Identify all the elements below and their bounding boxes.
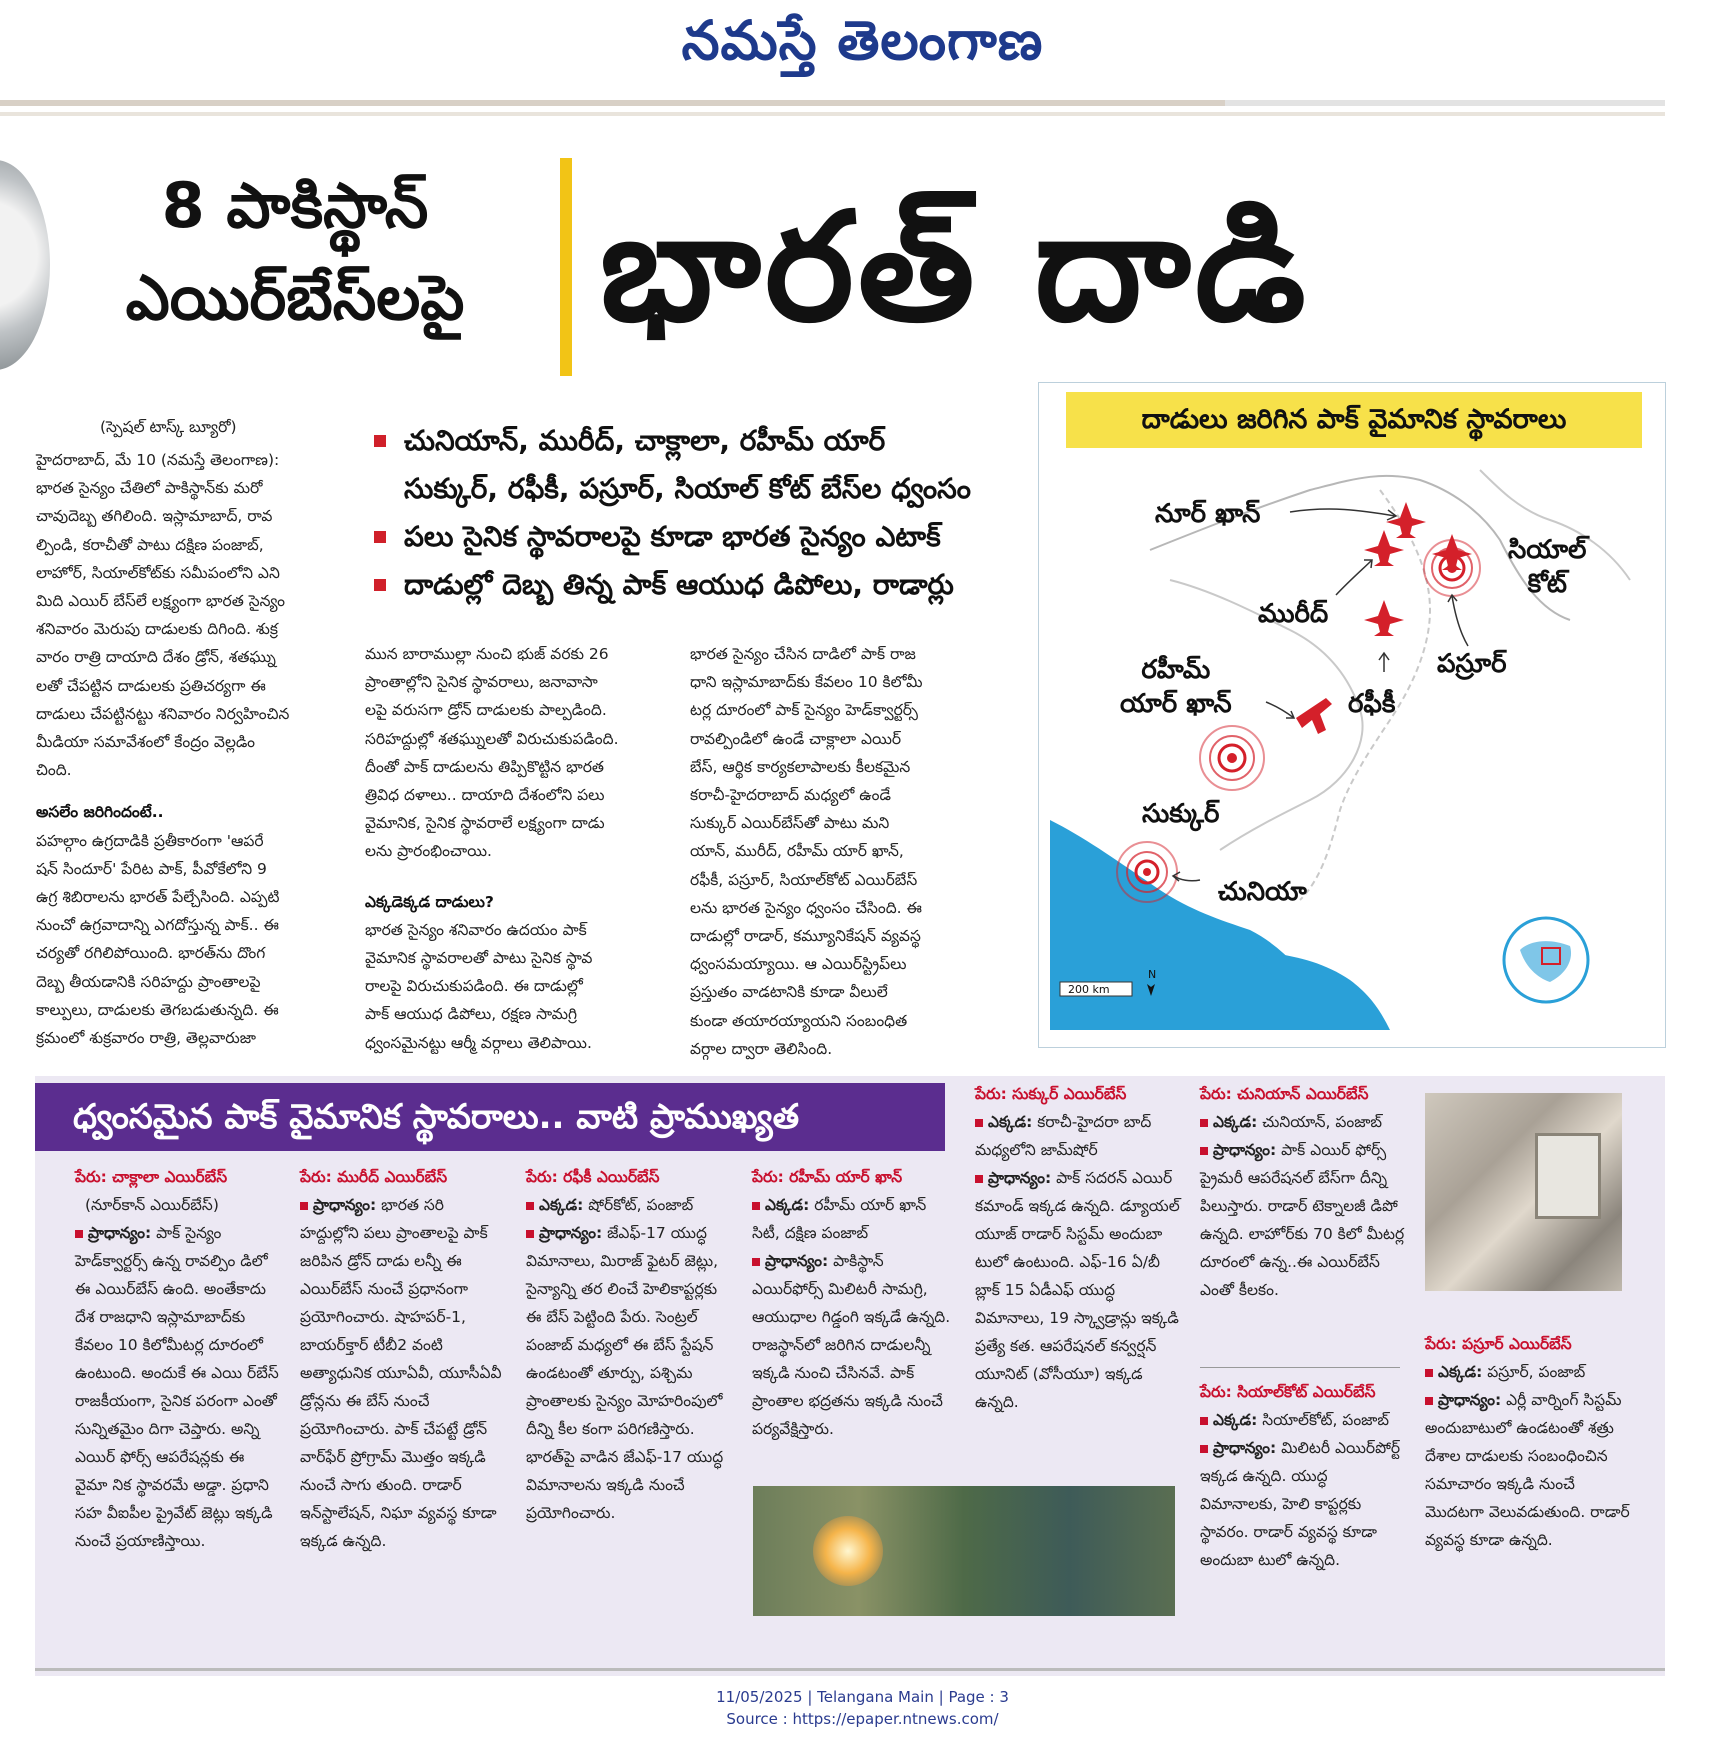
bullet-square-icon: [1425, 1397, 1433, 1405]
base-importance: మిలిటరీ ఎయిర్‌పోర్ట్ ఇక్కడ ఉన్నది. యుద్ధ విమానాలకు, హెలి కాప్టర్లకు స్థావరం. రాడార్ వ్యవస్థ కూడా అందుబా టులో ఉన్నది.: [1200, 1439, 1401, 1569]
headline-kicker-line1: 8 పాకిస్థాన్: [161, 169, 429, 242]
jet-icon: [1432, 534, 1472, 570]
bullet-square-icon: [374, 435, 386, 447]
base-card-sukkur: పేరు: సుక్కుర్ ఎయిర్‌బేస్ ఎక్కడ: కరాచీ-హైదరా బాద్ మధ్యలోని జామ్‌షోర్ ప్రాధాన్యం: పాక్ సదరన్ ఎయిర్ కమాండ్ ఇక్కడ ఉన్నది. డ్యూయల్ యూజ్ రాడార్ సిస్టమ్ అందుబా టులో ఉంటుంది. ఎఫ్-16 ఏ/బీ బ్లాక్ 15 ఏడీఎఫ్ యుద్ధ విమానాలు, 19 స్క్వాడ్రాన్లు ఇక్కడి ప్రత్యే కత. ఆపరేషనల్ కన్వర్షన్ యూనిట్ (వోసీయూ) ఇక్కడ ఉన్నది.: [975, 1080, 1180, 1416]
text-line: షన్ సిందూర్' పేరిట పాక్, పీవోకేలోని 9: [36, 859, 267, 878]
byline: (స్పెషల్ టాస్క్ బ్యూరో): [100, 418, 237, 436]
bullet-square-icon: [374, 579, 386, 591]
map-title: దాడులు జరిగిన పాక్ వైమానిక స్థావరాలు: [1066, 392, 1642, 448]
text-line: రావల్పిండిలో ఉండే చాక్లాలా ఎయిర్: [690, 729, 902, 748]
bullet-item: పలు సైనిక స్థావరాలపై కూడా భారత సైన్యం ఎటాక్: [370, 516, 1010, 558]
page-footer-source: Source : https://epaper.ntnews.com/: [726, 1710, 999, 1728]
bullet-square-icon: [1200, 1119, 1208, 1127]
base-card-rafiqui: పేరు: రఫీకీ ఎయిర్‌బేస్ ఎక్కడ: షోర్‌కోట్, పంజాబ్ ప్రాధాన్యం: జేఎఫ్-17 యుద్ధ విమానాలు, మిరాజ్ ఫైటర్ జెట్లు, సైన్యాన్ని తర లించే హెలికాప్టర్లకు ఈ బేస్ పెట్టింది పేరు. సెంట్రల్ పంజాబ్ మధ్యలో ఈ బేస్ స్టేషన్ ఉండటంతో తూర్పు, పశ్చిమ ప్రాంతాలకు సైన్యం మోహరింపులో దీన్ని కీల కంగా పరిగణిస్తారు. భారత్‌పై వాడిన జేఎఫ్-17 యుద్ధ విమానాలను ఇక్కడి నుంచే ప్రయోగించారు.: [526, 1163, 731, 1527]
explosion-photo: [753, 1486, 1175, 1616]
text-line: మిది ఎయిర్ బేస్‌లే లక్ష్యంగా భారత సైన్యం: [36, 592, 285, 611]
target-rahim-yar-khan: [1200, 726, 1264, 790]
map-label-noor-khan: నూర్ ఖాన్: [1155, 499, 1261, 529]
text-line: నుంచో ఉగ్రవాదాన్ని ఎగదోస్తున్న పాక్.. ఈ: [36, 916, 279, 935]
article-text: [36, 446, 336, 784]
bullet-square-icon: [1425, 1369, 1433, 1377]
newspaper-logo: నమస్తే తెలంగాణ: [681, 8, 1044, 72]
base-name: పేరు: చునియాన్ ఎయిర్‌బేస్: [1200, 1085, 1369, 1103]
map-label-murid: మురీద్: [1258, 599, 1329, 629]
base-name: పేరు: రహీమ్ యార్ ఖాన్: [752, 1168, 903, 1186]
base-importance: జేఎఫ్-17 యుద్ధ విమానాలు, మిరాజ్ ఫైటర్ జెట్లు, సైన్యాన్ని తర లించే హెలికాప్టర్లకు ఈ బేస్ పెట్టింది పేరు. సెంట్రల్ పంజాబ్ మధ్యలో ఈ బేస్ స్టేషన్ ఉండటంతో తూర్పు, పశ్చిమ ప్రాంతాలకు సైన్యం మోహరింపులో దీన్ని కీల కంగా పరిగణిస్తారు. భారత్‌పై వాడిన జేఎఫ్-17 యుద్ధ విమానాలను ఇక్కడి నుంచే ప్రయోగించారు.: [526, 1224, 724, 1522]
base-name: పేరు: రఫీకీ ఎయిర్‌బేస్: [526, 1168, 660, 1186]
bullet-square-icon: [75, 1230, 83, 1238]
text-line: శనివారం మెరుపు దాడులకు దిగింది. శుక్ర: [36, 620, 278, 639]
text-line: లాహోర్, సియాల్‌కోట్‌కు సమీపంలోని ఎని: [36, 563, 280, 582]
base-importance: పాక్ ఎయిర్ ఫోర్స్ ప్రైమరీ ఆపరేషనల్ బేస్‌గా దీన్ని పిలుస్తారు. రాడార్ టెక్నాలజీ డిపో ఉన్నది. లాహోర్‌కు 70 కిలో మీటర్ల దూరంలో ఉన్న..ఈ ఎయిర్‌బేస్ ఎంతో కీలకం.: [1200, 1141, 1405, 1299]
bullet-square-icon: [975, 1119, 983, 1127]
article-column-3: [690, 640, 990, 1063]
text-line: మున బారాముల్లా నుంచి భుజ్ వరకు 26: [365, 645, 609, 663]
text-line: పహల్గాం ఉగ్రదాడికి ప్రతీకారంగా 'ఆపరే: [36, 831, 264, 850]
text-line: ప్రస్తుతం వాడటానికి కూడా వీలులే: [690, 983, 888, 1002]
text-line: క్రమంలో శుక్రవారం రాత్రి, తెల్లవారుజా: [36, 1029, 256, 1048]
masthead-rule-thin: [0, 112, 1665, 116]
article-text: [365, 640, 665, 866]
text-line: ల్పిండి, కరాచీతో పాటు దక్షిణ పంజాబ్,: [36, 535, 264, 554]
article-text: [690, 640, 990, 1063]
base-location: చునియాన్, పంజాబ్: [1262, 1113, 1383, 1131]
text-line: రాలపై విరుచుకుపడింది. ఈ దాడుల్లో: [365, 977, 583, 996]
base-importance: ఎర్లీ వార్నింగ్ సిస్టమ్ అందుబాటులో ఉండటంతో శత్రు దేశాల దాడులకు సంబంధించిన సమాచారం ఇక్కడి నుంచే మొదటగా వెలువడుతుంది. రాడార్ వ్యవస్థ కూడా ఉన్నది.: [1425, 1391, 1630, 1549]
text-line: లను భారత సైన్యం ధ్వంసం చేసింది. ఈ: [690, 898, 922, 917]
map-label-sukkur: సుక్కుర్: [1142, 799, 1220, 829]
base-card-chaklala: పేరు: చాక్లాలా ఎయిర్‌బేస్ (నూర్‌కాన్ ఎయిర్‌బేస్) ప్రాధాన్యం: పాక్ సైన్యం హెడ్‌క్వార్టర్స్ ఉన్న రావల్పిం డిలో ఈ ఎయిర్‌బేస్ ఉంది. అంతేకాదు దేశ రాజధాని ఇస్లామాబాద్‌కు కేవలం 10 కిలోమీటర్ల దూరంలో ఉంటుంది. అందుకే ఈ ఎయి ర్‌బేస్ రాజకీయంగా, సైనిక పరంగా ఎంతో సున్నితమైం దిగా చెప్తారు. అన్ని ఎయిర్ ఫోర్స్ ఆపరేషన్లకు ఈ వైమా నిక స్థావరమే అడ్డా. ప్రధాని సహ వీఐపీల ప్రైవేట్ జెట్లు ఇక్కడి నుంచే ప్రయాణిస్తాయి.: [75, 1163, 280, 1555]
base-importance: పాక్ సైన్యం హెడ్‌క్వార్టర్స్ ఉన్న రావల్పిం డిలో ఈ ఎయిర్‌బేస్ ఉంది. అంతేకాదు దేశ రాజధాని ఇస్లామాబాద్‌కు కేవలం 10 కిలోమీటర్ల దూరంలో ఉంటుంది. అందుకే ఈ ఎయి ర్‌బేస్ రాజకీయంగా, సైనిక పరంగా ఎంతో సున్నితమైం దిగా చెప్తారు. అన్ని ఎయిర్ ఫోర్స్ ఆపరేషన్లకు ఈ వైమా నిక స్థావరమే అడ్డా. ప్రధాని సహ వీఐపీల ప్రైవేట్ జెట్లు ఇక్కడి నుంచే ప్రయాణిస్తాయి.: [75, 1224, 279, 1550]
bullet-square-icon: [374, 531, 386, 543]
text-line: భారత సైన్యం చేసిన దాడిలో పాక్ రాజ: [690, 645, 916, 663]
subheading: అసలేం జరిగిందంటే..: [36, 803, 164, 822]
text-line: భారత సైన్యం చేతిలో పాకిస్థాన్‌కు మరో: [36, 479, 263, 498]
text-line: ప్రాంతాల్లోని సైనిక స్థావరాలు, జనావాసా: [365, 673, 598, 692]
divider: [1200, 1367, 1400, 1368]
masthead: [0, 0, 1725, 100]
base-card-sialkot: పేరు: సియాల్‌కోట్ ఎయిర్‌బేస్ ఎక్కడ: సియాల్‌కోట్, పంజాబ్ ప్రాధాన్యం: మిలిటరీ ఎయిర్‌పోర్ట్ ఇక్కడ ఉన్నది. యుద్ధ విమానాలకు, హెలి కాప్టర్లకు స్థావరం. రాడార్ వ్యవస్థ కూడా అందుబా టులో ఉన్నది.: [1200, 1378, 1405, 1574]
text-line: ఉగ్ర శిబిరాలను భారత్ పేల్చేసింది. ఎప్పటి: [36, 888, 280, 907]
globe-inset-icon: [1504, 918, 1588, 1002]
text-line: బేస్, ఆర్థిక కార్యకలాపాలకు కీలకమైన: [690, 757, 911, 776]
base-location: సియాల్‌కోట్, పంజాబ్: [1262, 1411, 1390, 1429]
page-footer-info: 11/05/2025 | Telangana Main | Page : 3: [716, 1688, 1009, 1706]
map-label-chunian: చునియా: [1218, 877, 1307, 907]
main-headline: భారత్ దాడి: [600, 181, 1310, 355]
bullet-item: చునియాన్, మురీద్, చాక్లాలా, రహీమ్ యార్: [370, 420, 1010, 462]
text-line: వైమానిక స్థావరాలతో పాటు సైనిక స్థావ: [365, 949, 593, 968]
text-line: చింది.: [36, 761, 72, 780]
map-label-pasrur: పస్రూర్: [1437, 649, 1507, 679]
article-text: [365, 916, 665, 1057]
text-line: దాడులు చేపట్టినట్టు శనివారం నిర్వహించిన: [36, 704, 290, 723]
text-line: కాల్పులు, దాడులకు తెగబడుతున్నది. ఈ: [36, 1000, 279, 1019]
headline-kicker: [40, 160, 550, 344]
bullet-square-icon: [526, 1230, 534, 1238]
headline-divider: [560, 158, 572, 376]
bullet-square-icon: [526, 1202, 534, 1210]
north-label: N: [1148, 968, 1157, 981]
text-line: టర్ల దూరంలో పాక్ సైన్యం హెడ్‌క్వార్టర్స్: [690, 701, 918, 720]
soldier-icon: [1296, 698, 1332, 734]
text-line: చర్యతో రగిలిపోయింది. భారత్‌ను దొంగ: [36, 944, 266, 963]
target-chunian: [1117, 842, 1177, 902]
bullet-square-icon: [300, 1202, 308, 1210]
base-name: పేరు: సుక్కుర్ ఎయిర్‌బేస్: [975, 1085, 1127, 1103]
text-line: చావుదెబ్బ తగిలింది. ఇస్లామాబాద్, రావ: [36, 507, 273, 526]
map-label-sialkot: సియాల్ కోట్: [1508, 535, 1587, 599]
text-line: మీడియా సమావేశంలో కేంద్రం వెల్లడిం: [36, 733, 256, 752]
article-text: [36, 827, 336, 1053]
page-rule: [35, 1668, 1665, 1671]
text-line: కుండా తయారయ్యాయని సంబంధిత: [690, 1011, 908, 1030]
base-location: షోర్‌కోట్, పంజాబ్: [588, 1196, 694, 1214]
bullet-square-icon: [752, 1202, 760, 1210]
text-line: వర్గాల ద్వారా తెలిసింది.: [690, 1039, 833, 1058]
base-name: పేరు: పస్రూర్ ఎయిర్‌బేస్: [1425, 1335, 1572, 1353]
base-importance: పాకిస్థాన్ ఎయిర్‌ఫోర్స్ మిలిటరీ సామగ్రి, ఆయుధాల గిడ్డంగి ఇక్కడే ఉన్నది. రాజస్థాన్‌లో జరిగిన దాడులన్నీ ఇక్కడి నుంచి చేసినవే. పాక్ ప్రాంతాల భద్రతను ఇక్కడి నుంచే పర్యవేక్షిస్తారు.: [752, 1252, 951, 1438]
base-importance: భారత సరి హద్దుల్లోని పలు ప్రాంతాలపై పాక్ జరిపిన డ్రోన్ దాడు లన్నీ ఈ ఎయిర్‌బేస్ నుంచే ప్రధానంగా ప్రయోగించారు. షాహపర్-1, బాయర్‌క్తార్ టీబీ2 వంటి అత్యాధునిక యూఏవీ, యూసీఏవీ డ్రోన్లను ఈ బేస్ నుంచే ప్రయోగించారు. పాక్ చేపట్టే డ్రోన్ వార్‌ఫేర్ ప్రోగ్రామ్ మొత్తం ఇక్కడి నుంచే సాగు తుంది. రాడార్ ఇన్‌స్టాలేషన్, నిఘా వ్యవస్థ కూడా ఇక్కడ ఉన్నది.: [300, 1196, 502, 1550]
bullet-square-icon: [975, 1175, 983, 1183]
map-label-rafiqui: రఫీకీ: [1348, 689, 1396, 719]
base-name: పేరు: సియాల్‌కోట్ ఎయిర్‌బేస్: [1200, 1383, 1376, 1401]
text-line: ధ్వంసమయ్యాయి. ఆ ఎయిర్‌స్ట్రిప్‌లు: [690, 955, 907, 974]
text-line: దెబ్బ తీయడానికి సరిహద్దు ప్రాంతాలపై: [36, 972, 261, 991]
base-name: పేరు: మురీద్ ఎయిర్‌బేస్: [300, 1168, 448, 1186]
map-label-rahim-yar-khan: రహీమ్ యార్ ఖాన్: [1120, 655, 1232, 719]
damaged-building-photo: [1425, 1093, 1622, 1291]
text-line: లతో చేపట్టిన దాడులకు ప్రతిచర్యగా ఈ: [36, 676, 266, 695]
text-line: సుక్కుర్ ఎయిర్‌బేస్‌తో పాటు మని: [690, 814, 890, 833]
text-line: దాడుల్లో రాడార్, కమ్యూనికేషన్ వ్యవస్థ: [690, 927, 921, 946]
base-card-chunian: పేరు: చునియాన్ ఎయిర్‌బేస్ ఎక్కడ: చునియాన్, పంజాబ్ ప్రాధాన్యం: పాక్ ఎయిర్ ఫోర్స్ ప్రైమరీ ఆపరేషనల్ బేస్‌గా దీన్ని పిలుస్తారు. రాడార్ టెక్నాలజీ డిపో ఉన్నది. లాహోర్‌కు 70 కిలో మీటర్ల దూరంలో ఉన్న..ఈ ఎయిర్‌బేస్ ఎంతో కీలకం.: [1200, 1080, 1405, 1304]
explainer-title: ధ్వంసమైన పాక్ వైమానిక స్థావరాలు.. వాటి ప్రాముఖ్యత: [35, 1083, 945, 1151]
highlight-bullets: [370, 420, 1010, 612]
masthead-rule-right: [1225, 100, 1665, 106]
bullet-square-icon: [1200, 1445, 1208, 1453]
text-line: భారత సైన్యం శనివారం ఉదయం పాక్: [365, 920, 587, 939]
base-location: రహీమ్ యార్ ఖాన్ సిటీ, దక్షిణ పంజాబ్: [752, 1196, 927, 1242]
scale-label: 200 km: [1068, 983, 1110, 996]
bullet-item: దాడుల్లో దెబ్బ తిన్న పాక్ ఆయుధ డిపోలు, రాడార్లు: [370, 564, 1010, 606]
bullet-square-icon: [752, 1258, 760, 1266]
text-line: త్రివిధ దళాలు.. దాయాది దేశంలోని పలు: [365, 786, 605, 805]
text-line: ధ్వంసమైనట్టు ఆర్మీ వర్గాలు తెలిపాయి.: [365, 1033, 592, 1052]
text-line: యాన్, మురీద్, రహీమ్ యార్ ఖాన్,: [690, 842, 904, 861]
text-line: వారం రాత్రి దాయాది దేశం డ్రోన్, శతఘ్ను: [36, 648, 276, 667]
text-line: కరాచీ-హైదరాబాద్ మధ్యలో ఉండే: [690, 786, 891, 805]
jet-icon: [1364, 600, 1404, 636]
text-line: హైదరాబాద్, మే 10 (నమస్తే తెలంగాణ):: [36, 451, 280, 469]
text-line: ధాని ఇస్లామాబాద్‌కు కేవలం 10 కిలోమీ: [690, 673, 923, 692]
text-line: దీంతో పాక్ దాడులను తిప్పికొట్టిన భారత: [365, 757, 604, 776]
base-location: కరాచీ-హైదరా బాద్ మధ్యలోని జామ్‌షోర్: [975, 1113, 1152, 1159]
headline-kicker-line2: ఎయిర్‌బేస్‌లపై: [125, 261, 465, 334]
base-card-rahim-yar-khan: పేరు: రహీమ్ యార్ ఖాన్ ఎక్కడ: రహీమ్ యార్ ఖాన్ సిటీ, దక్షిణ పంజాబ్ ప్రాధాన్యం: పాకిస్థాన్ ఎయిర్‌ఫోర్స్ మిలిటరీ సామగ్రి, ఆయుధాల గిడ్డంగి ఇక్కడే ఉన్నది. రాజస్థాన్‌లో జరిగిన దాడులన్నీ ఇక్కడి నుంచి చేసినవే. పాక్ ప్రాంతాల భద్రతను ఇక్కడి నుంచే పర్యవేక్షిస్తారు.: [752, 1163, 957, 1443]
base-name: పేరు: చాక్లాలా ఎయిర్‌బేస్: [75, 1168, 228, 1186]
text-line: పాక్ ఆయుధ డిపోలు, రక్షణ సామగ్రి: [365, 1005, 578, 1024]
base-location: పస్రూర్, పంజాబ్: [1487, 1363, 1586, 1381]
bullet-square-icon: [1200, 1417, 1208, 1425]
text-line: వైమానిక, సైనిక స్థావరాలే లక్ష్యంగా దాడు: [365, 814, 605, 833]
base-importance: పాక్ సదరన్ ఎయిర్ కమాండ్ ఇక్కడ ఉన్నది. డ్యూయల్ యూజ్ రాడార్ సిస్టమ్ అందుబా టులో ఉంటుంది. ఎఫ్-16 ఏ/బీ బ్లాక్ 15 ఏడీఎఫ్ యుద్ధ విమానాలు, 19 స్క్వాడ్రాన్లు ఇక్కడి ప్రత్యే కత. ఆపరేషనల్ కన్వర్షన్ యూనిట్ (వోసీయూ) ఇక్కడ ఉన్నది.: [975, 1169, 1180, 1411]
article-column-2: [365, 640, 665, 1057]
text-line: లను ప్రారంభించాయి.: [365, 842, 492, 861]
base-alt-name: (నూర్‌కాన్ ఎయిర్‌బేస్): [85, 1196, 219, 1214]
base-card-murid: పేరు: మురీద్ ఎయిర్‌బేస్ ప్రాధాన్యం: భారత సరి హద్దుల్లోని పలు ప్రాంతాలపై పాక్ జరిపిన డ్రోన్ దాడు లన్నీ ఈ ఎయిర్‌బేస్ నుంచే ప్రధానంగా ప్రయోగించారు. షాహపర్-1, బాయర్‌క్తార్ టీబీ2 వంటి అత్యాధునిక యూఏవీ, యూసీఏవీ డ్రోన్లను ఈ బేస్ నుంచే ప్రయోగించారు. పాక్ చేపట్టే డ్రోన్ వార్‌ఫేర్ ప్రోగ్రామ్ మొత్తం ఇక్కడి నుంచే సాగు తుంది. రాడార్ ఇన్‌స్టాలేషన్, నిఘా వ్యవస్థ కూడా ఇక్కడ ఉన్నది.: [300, 1163, 505, 1555]
text-line: లపై వరుసగా డ్రోన్ దాడులకు పాల్పడింది.: [365, 701, 607, 720]
text-line: రఫీకీ, పస్రూర్, సియాల్‌కోట్ ఎయిర్‌బేస్: [690, 870, 918, 889]
bullet-item-continued: సుక్కుర్, రఫీకీ, పస్రూర్, సియాల్ కోట్ బేస్‌ల ధ్వంసం: [404, 472, 971, 505]
subheading: ఎక్కడెక్కడ దాడులు?: [365, 892, 494, 911]
base-card-pasrur: పేరు: పస్రూర్ ఎయిర్‌బేస్ ఎక్కడ: పస్రూర్, పంజాబ్ ప్రాధాన్యం: ఎర్లీ వార్నింగ్ సిస్టమ్ అందుబాటులో ఉండటంతో శత్రు దేశాల దాడులకు సంబంధించిన సమాచారం ఇక్కడి నుంచే మొదటగా వెలువడుతుంది. రాడార్ వ్యవస్థ కూడా ఉన్నది.: [1425, 1330, 1635, 1554]
text-line: సరిహద్దుల్లో శతఘ్నులతో విరుచుకుపడింది.: [365, 729, 619, 748]
bullet-square-icon: [1200, 1147, 1208, 1155]
article-column-1: [36, 446, 336, 1052]
